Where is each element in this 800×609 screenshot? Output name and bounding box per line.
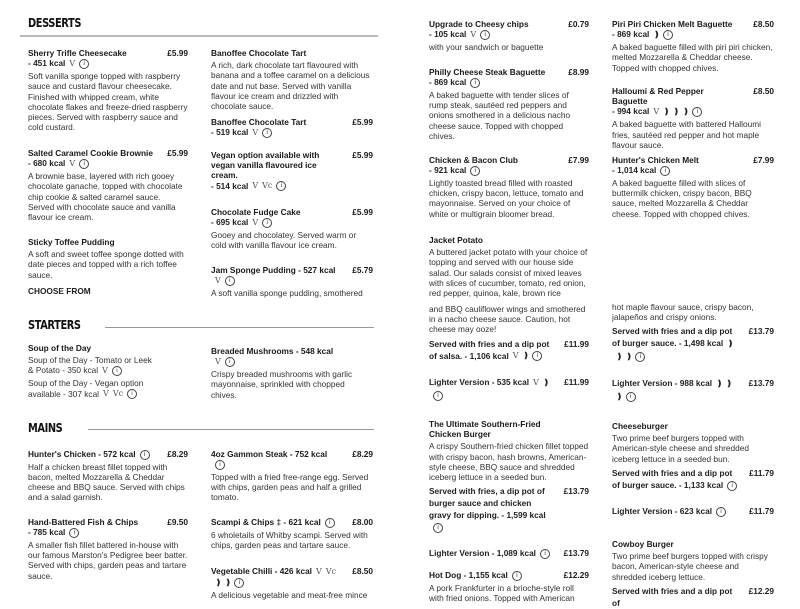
serving-price: £11.79 bbox=[749, 505, 774, 516]
chilli-icon: ❫ bbox=[653, 29, 660, 39]
item-description: A baked baguette with battered Halloumi fries, sautéed red pepper and hot maple flavour sauce. bbox=[612, 119, 761, 150]
menu-item bbox=[211, 48, 373, 111]
item-title-row bbox=[612, 539, 774, 549]
item-name: Banoffee Chocolate Tart bbox=[211, 117, 307, 127]
menu-item bbox=[429, 570, 589, 604]
item-title-row bbox=[28, 148, 188, 158]
item-price: £7.99 bbox=[568, 155, 589, 165]
item-name: The Ultimate Southern-Fried Chicken Burger bbox=[429, 419, 541, 440]
item-title-row bbox=[612, 155, 774, 165]
info-icon[interactable]: i bbox=[225, 276, 235, 286]
vegetarian-icon: V bbox=[215, 356, 221, 366]
item-title-row bbox=[612, 19, 774, 29]
vegan-icon: Vc bbox=[325, 566, 337, 576]
info-icon[interactable]: i bbox=[692, 107, 702, 117]
menu-item bbox=[28, 517, 188, 581]
item-kcal-row bbox=[429, 29, 589, 40]
item-description: Lightly toasted bread filled with roasted chicken, crispy bacon, lettuce, tomato and mayonnaise. Served on your choice of white or multigrain bloomer bread. bbox=[429, 178, 584, 219]
vegetarian-icon: V bbox=[252, 217, 259, 227]
item-name: Cowboy Burger bbox=[612, 539, 674, 549]
chilli-icon: ❫ bbox=[616, 391, 622, 401]
item-name: Sherry Trifle Cheesecake bbox=[28, 48, 127, 58]
item-price: £8.29 bbox=[167, 449, 188, 459]
menu-item bbox=[211, 207, 373, 251]
item-serving-option bbox=[612, 325, 774, 363]
chilli-icon: ❫ bbox=[682, 107, 689, 117]
item-price: £5.99 bbox=[167, 48, 188, 58]
info-icon[interactable]: i bbox=[112, 366, 122, 376]
item-name: Halloumi & Red Pepper Baguette bbox=[612, 86, 704, 107]
chilli-icon: ❫ bbox=[625, 352, 632, 362]
info-icon[interactable]: i bbox=[262, 218, 272, 228]
item-price: £5.79 bbox=[352, 265, 373, 275]
item-description: Topped with a fried free-range egg. Served with chips, garden peas and half a grilled tomato. bbox=[211, 472, 369, 503]
item-serving-option bbox=[429, 376, 589, 401]
item-title-row bbox=[429, 155, 589, 165]
item-price: £8.00 bbox=[352, 517, 373, 527]
item-option bbox=[28, 378, 158, 399]
menu-item bbox=[28, 343, 158, 399]
item-kcal-row bbox=[211, 127, 373, 138]
chilli-icon: ❫ bbox=[224, 577, 231, 587]
serving-price: £11.99 bbox=[564, 338, 589, 349]
item-name: Salted Caramel Cookie Brownie bbox=[28, 148, 153, 158]
item-title-row bbox=[211, 150, 373, 181]
menu-item bbox=[612, 19, 774, 73]
serving-text: Lighter Version - 623 kcal bbox=[612, 505, 713, 516]
item-description: A baked baguette with tender slices of rump steak, sautéed red peppers and onions smothered in a delicious nacho cheese sauce. Topped with chopped chives. bbox=[429, 90, 571, 141]
item-description: and BBQ cauliflower wings and smothered in a nacho cheese sauce. Caution, hot cheese may ooze! bbox=[429, 304, 586, 335]
menu-item bbox=[429, 419, 589, 559]
item-name: Hand-Battered Fish & Chips bbox=[28, 517, 139, 527]
item-kcal: - 869 kcal bbox=[612, 29, 650, 40]
item-title-row bbox=[211, 566, 373, 588]
item-kcal-row bbox=[612, 29, 774, 40]
menu-item bbox=[429, 302, 589, 401]
item-description: Crispy breaded mushrooms with garlic mayonnaise, sprinkled with chopped chives. bbox=[211, 369, 353, 400]
item-name: Scampi & Chips ‡ - 621 kcal bbox=[211, 517, 321, 527]
info-icon[interactable]: i bbox=[79, 159, 89, 169]
item-kcal-row bbox=[429, 165, 589, 176]
item-title-row bbox=[211, 517, 373, 528]
item-kcal: - 105 kcal bbox=[429, 29, 467, 40]
serving-text: Served with fries, a dip pot of burger sauce and chicken gravy for dipping. - 1,599 kcal bbox=[429, 486, 546, 521]
serving-price: £11.79 bbox=[749, 467, 774, 478]
item-serving-option bbox=[429, 338, 589, 363]
item-name: Breaded Mushrooms - 548 kcal bbox=[211, 346, 334, 356]
item-title-row bbox=[211, 346, 371, 367]
serving-text: Lighter Version - 535 kcal bbox=[429, 377, 530, 388]
item-name: 4oz Gammon Steak - 752 kcal bbox=[211, 449, 328, 459]
info-icon[interactable]: i bbox=[532, 351, 542, 361]
item-kcal: - 695 kcal bbox=[211, 217, 249, 228]
item-title-row bbox=[612, 421, 774, 431]
section-divider bbox=[20, 35, 378, 37]
item-kcal: - 451 kcal bbox=[28, 58, 66, 69]
item-description: A buttered jacket potato with your choice of topping and served with our house side salad. Our salads consist of mixed leaves with slices of cucumber, tomato, red onion, red pepper, quinoa, kale, brown rice bbox=[429, 247, 588, 299]
serving-price: £11.99 bbox=[564, 377, 589, 388]
info-icon[interactable]: i bbox=[140, 450, 150, 460]
vegetarian-icon: V bbox=[653, 107, 660, 117]
info-icon[interactable]: i bbox=[215, 460, 225, 470]
serving-text: Lighter Version - 1,089 kcal bbox=[429, 548, 536, 559]
item-title-row bbox=[28, 449, 188, 460]
info-icon[interactable]: i bbox=[325, 518, 335, 528]
section-heading-mains: MAINS bbox=[28, 421, 63, 435]
info-icon[interactable]: i bbox=[433, 523, 443, 533]
vegetarian-icon: V bbox=[102, 366, 108, 376]
item-kcal-row bbox=[211, 181, 373, 192]
item-name: Hunter's Chicken - 572 kcal bbox=[28, 449, 136, 459]
serving-text: Lighter Version - 988 kcal bbox=[612, 378, 713, 389]
item-kcal: - 1,014 kcal bbox=[612, 165, 657, 176]
serving-price: £13.79 bbox=[563, 548, 589, 559]
item-price: £8.50 bbox=[753, 19, 774, 29]
item-description: Two prime beef burgers topped with crispy bacon, American-style cheese and shredded iceberg lettuce. bbox=[612, 551, 768, 582]
item-name: Chicken & Bacon Club bbox=[429, 155, 518, 165]
item-price: £8.99 bbox=[568, 67, 589, 77]
item-price: £8.50 bbox=[753, 86, 774, 96]
item-price: £9.50 bbox=[167, 517, 188, 527]
section-divider bbox=[88, 429, 374, 430]
item-price: £5.99 bbox=[352, 150, 373, 160]
menu-item bbox=[211, 150, 373, 192]
menu-item bbox=[429, 67, 589, 141]
chilli-icon: ❫ bbox=[522, 351, 529, 361]
item-kcal: - 514 kcal bbox=[211, 180, 249, 191]
vegetarian-icon: V bbox=[103, 389, 109, 399]
item-kcal: - 869 kcal bbox=[429, 77, 467, 88]
chilli-icon: ❫ bbox=[672, 107, 679, 117]
menu-item bbox=[211, 265, 373, 301]
item-serving-option bbox=[612, 377, 774, 403]
chilli-icon: ❫ bbox=[663, 107, 669, 117]
vegetarian-icon: V bbox=[533, 378, 539, 388]
item-kcal: - 785 kcal bbox=[28, 527, 66, 538]
item-name: Hunter's Chicken Melt bbox=[612, 155, 699, 165]
item-title-row bbox=[211, 48, 373, 58]
vegetarian-icon: V bbox=[252, 127, 259, 137]
menu-item bbox=[612, 86, 774, 150]
item-description: with your sandwich or baguette bbox=[429, 42, 544, 53]
item-name: Vegan option available with vegan vanilla flavoured ice cream. bbox=[211, 150, 320, 181]
item-title-row bbox=[612, 86, 774, 106]
item-kcal: - 921 kcal bbox=[429, 165, 467, 176]
section-heading-starters: STARTERS bbox=[28, 318, 81, 332]
item-kcal: - 519 kcal bbox=[211, 127, 249, 138]
info-icon[interactable]: i bbox=[234, 578, 244, 588]
info-icon[interactable]: i bbox=[262, 128, 272, 138]
item-price: £8.50 bbox=[352, 566, 373, 576]
item-name: Jacket Potato bbox=[429, 235, 483, 245]
menu-item bbox=[28, 237, 188, 296]
item-description: Soft vanilla sponge topped with raspberry sauce and custard flavour cheesecake. Finished with whipped cream, white chocolate flakes and freeze-dried raspberry pieces. Served with raspberry sauce and cold custard. bbox=[28, 71, 188, 133]
section-divider bbox=[105, 327, 374, 328]
chilli-icon: ❫ bbox=[542, 378, 549, 388]
serving-text: Served with fries and a dip pot of bbox=[612, 585, 733, 608]
item-title-row bbox=[28, 48, 188, 58]
item-name: Cheeseburger bbox=[612, 421, 668, 431]
item-description: A soft vanilla sponge pudding, smothered bbox=[211, 288, 363, 299]
item-price: £12.29 bbox=[563, 570, 589, 580]
serving-text: Served with fries and a dip pot of burger sauce. - 1,498 kcal bbox=[612, 326, 733, 349]
item-description: Two prime beef burgers topped with American-style cheese and shredded iceberg lettuce in a seeded bun. bbox=[612, 433, 749, 464]
item-title-row bbox=[429, 67, 589, 77]
item-name: Upgrade to Cheesy chips bbox=[429, 19, 529, 29]
item-title-row bbox=[429, 419, 589, 439]
menu-item bbox=[612, 155, 774, 219]
menu-item bbox=[612, 421, 774, 517]
chilli-icon: ❫ bbox=[727, 339, 733, 349]
item-description: A pork Frankfurter in a brioche-style roll with fried onions. Topped with American bbox=[429, 582, 575, 604]
menu-item bbox=[612, 300, 774, 403]
chilli-icon: ❫ bbox=[215, 577, 221, 587]
item-serving-option bbox=[429, 485, 589, 533]
item-description: hot maple flavour sauce, crispy bacon, jalapeños and crispy onions. bbox=[612, 302, 754, 323]
vegetarian-icon: V bbox=[252, 181, 259, 191]
info-icon[interactable]: i bbox=[727, 481, 737, 491]
menu-item bbox=[28, 449, 188, 503]
info-icon[interactable]: i bbox=[127, 389, 137, 399]
info-icon[interactable]: i bbox=[69, 528, 79, 538]
item-description: A crispy Southern-fried chicken fillet topped with crispy bacon, hash browns, American-style cheese, BBQ sauce and shredded iceberg lettuce in a seeded bun. bbox=[429, 441, 589, 483]
chilli-icon: ❫ bbox=[716, 378, 722, 388]
serving-text: Served with fries and a dip pot of burger sauce. - 1,133 kcal bbox=[612, 467, 733, 490]
menu-item bbox=[211, 517, 373, 550]
item-name: Vegetable Chilli - 426 kcal bbox=[211, 566, 312, 576]
serving-price: £13.79 bbox=[563, 486, 589, 497]
info-icon[interactable]: i bbox=[433, 391, 443, 401]
serving-text: Served with fries and a dip pot of salsa. - 1,106 kcal bbox=[429, 338, 550, 361]
item-title-row bbox=[211, 207, 373, 217]
vegetarian-icon: V bbox=[470, 29, 477, 39]
menu-item bbox=[211, 117, 373, 138]
item-title-row bbox=[28, 237, 188, 247]
info-icon[interactable]: i bbox=[716, 507, 726, 517]
serving-price: £13.79 bbox=[748, 378, 774, 389]
menu-item bbox=[211, 566, 373, 600]
item-kcal-row bbox=[28, 158, 188, 169]
item-title-row bbox=[429, 19, 589, 29]
vegetarian-icon: V bbox=[215, 275, 221, 285]
menu-item bbox=[429, 19, 589, 52]
item-description: Half a chicken breast fillet topped with bacon, melted Mozzarella & Cheddar cheese and BBQ sauce. Served with chips and a salad garnish. bbox=[28, 461, 185, 503]
item-name: Banoffee Chocolate Tart bbox=[211, 48, 307, 58]
item-price: £8.29 bbox=[352, 449, 373, 459]
item-price: £5.99 bbox=[352, 117, 373, 127]
item-price: £0.79 bbox=[568, 19, 589, 29]
info-icon[interactable]: i bbox=[540, 549, 550, 559]
info-icon[interactable]: i bbox=[512, 571, 522, 581]
item-name: Soup of the Day bbox=[28, 343, 92, 353]
item-option-text: Soup of the Day - Vegan option available - 307 kcal bbox=[28, 378, 144, 399]
item-description: 6 wholetails of Whitby scampi. Served with chips, garden peas and tartare sauce. bbox=[211, 529, 368, 551]
item-kcal-row bbox=[28, 58, 188, 69]
section-heading-desserts: DESSERTS bbox=[28, 16, 82, 30]
menu-item bbox=[429, 235, 589, 297]
chilli-icon: ❫ bbox=[616, 352, 622, 362]
menu-item bbox=[211, 346, 371, 400]
vegetarian-icon: V bbox=[512, 351, 519, 361]
item-title-row bbox=[211, 117, 373, 127]
info-icon[interactable]: i bbox=[480, 30, 490, 40]
item-description: Gooey and chocolatey. Served warm or cold with vanilla flavour ice cream. bbox=[211, 230, 357, 251]
info-icon[interactable]: i bbox=[276, 181, 286, 191]
item-description: A baked baguette filled with piri piri chicken, melted Mozzarella & Cheddar cheese. Topped with chopped chives. bbox=[612, 42, 773, 73]
vegetarian-icon: V bbox=[69, 58, 76, 68]
info-icon[interactable]: i bbox=[470, 166, 480, 176]
item-price: £5.99 bbox=[352, 207, 373, 217]
item-title-row bbox=[211, 449, 373, 470]
item-title-row bbox=[429, 235, 589, 245]
item-description: A brownie base, layered with rich gooey chocolate ganache, topped with chocolate chip cookie & salted caramel sauce. Served with chocolate sauce and vanilla flavour ice cream. bbox=[28, 171, 183, 222]
item-price: £5.99 bbox=[167, 148, 188, 158]
info-icon[interactable]: i bbox=[635, 352, 645, 362]
item-serving-option bbox=[429, 547, 589, 559]
item-price: £7.99 bbox=[753, 155, 774, 165]
item-name: Hot Dog - 1,155 kcal bbox=[429, 570, 508, 580]
item-kcal-row bbox=[429, 77, 589, 88]
info-icon[interactable]: i bbox=[79, 59, 89, 69]
menu-item bbox=[28, 48, 188, 132]
vegetarian-icon: V bbox=[69, 158, 76, 168]
item-name: Piri Piri Chicken Melt Baguette bbox=[612, 19, 733, 29]
item-title-row bbox=[429, 570, 589, 581]
item-kcal-row bbox=[211, 217, 373, 228]
choose-from-label: CHOOSE FROM bbox=[28, 285, 91, 296]
chilli-icon: ❫ bbox=[725, 378, 732, 388]
item-name: Sticky Toffee Pudding bbox=[28, 237, 115, 247]
item-option bbox=[28, 355, 158, 376]
info-icon[interactable]: i bbox=[225, 357, 235, 367]
item-serving-option bbox=[612, 467, 774, 491]
item-description: A smaller fish fillet battered in-house with our famous Marston's Pedigree beer batter. Served with chips, garden peas and tartare sauce. bbox=[28, 540, 188, 581]
serving-price: £12.29 bbox=[748, 585, 774, 596]
item-serving-option bbox=[612, 585, 774, 609]
item-name: Philly Cheese Steak Baguette bbox=[429, 67, 546, 77]
menu-item bbox=[28, 148, 188, 222]
item-title-row bbox=[211, 265, 373, 286]
info-icon[interactable]: i bbox=[626, 392, 636, 402]
vegetarian-icon: V bbox=[316, 566, 322, 576]
info-icon[interactable]: i bbox=[663, 30, 673, 40]
item-title-row bbox=[28, 517, 188, 527]
item-kcal: - 680 kcal bbox=[28, 158, 66, 169]
vegan-icon: Vc bbox=[112, 389, 124, 399]
menu-item bbox=[429, 155, 589, 219]
serving-price: £13.79 bbox=[748, 326, 774, 337]
item-name: Jam Sponge Pudding - 527 kcal bbox=[211, 265, 336, 275]
item-description: A baked baguette filled with slices of buttermilk chicken, crispy bacon, BBQ sauce, melted Mozzarella & Cheddar cheese. Topped with chopped chives. bbox=[612, 178, 752, 219]
info-icon[interactable]: i bbox=[660, 166, 670, 176]
menu-item bbox=[211, 449, 373, 503]
item-name: Chocolate Fudge Cake bbox=[211, 207, 301, 217]
item-kcal: - 994 kcal bbox=[612, 106, 650, 117]
menu-item bbox=[612, 539, 774, 608]
item-option-text: Soup of the Day - Tomato or Leek & Potato - 350 kcal bbox=[28, 355, 152, 376]
item-kcal-row bbox=[612, 165, 774, 176]
item-description: A soft and sweet toffee sponge dotted with date pieces and topped with a rich toffee sauce. bbox=[28, 249, 184, 280]
item-kcal-row bbox=[612, 106, 774, 117]
item-description: A delicious vegetable and meat-free mince bbox=[211, 589, 368, 600]
item-description: A rich, dark chocolate tart flavoured with banana and a toffee caramel on a delicious date and nut base. Served with vanilla flavour ice cream and drizzled with chocolate sauce. bbox=[211, 60, 370, 112]
item-serving-option bbox=[612, 505, 774, 517]
item-title-row bbox=[28, 343, 158, 353]
item-kcal-row bbox=[28, 527, 188, 538]
vegan-icon: Vc bbox=[262, 181, 273, 191]
info-icon[interactable]: i bbox=[470, 78, 480, 88]
